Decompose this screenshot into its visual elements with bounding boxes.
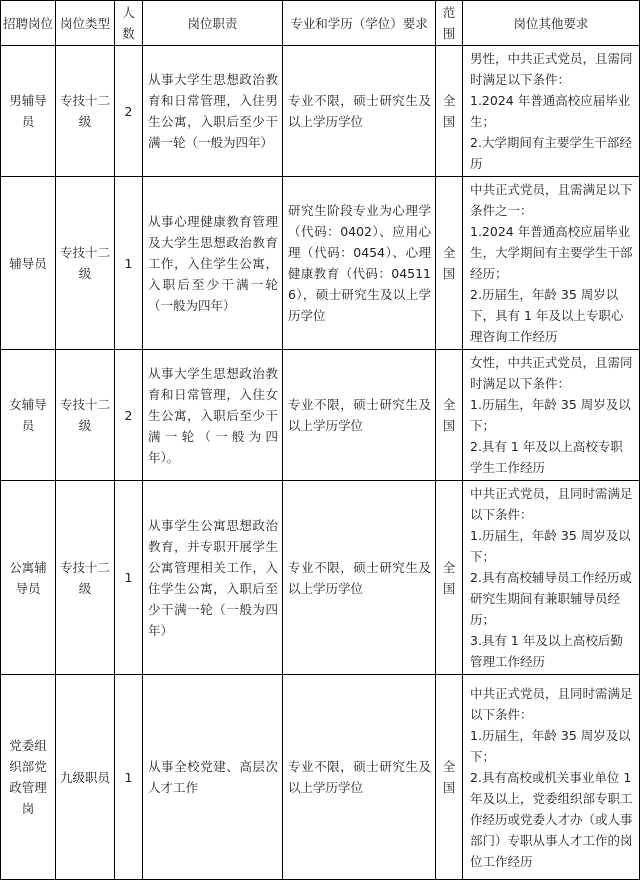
count-cell: 2 [115, 46, 143, 177]
header-row [1, 1, 640, 46]
duty-cell: 从事全校党建、高层次人才工作 [143, 675, 283, 880]
header-duty: 岗位职责 [143, 1, 283, 46]
other-line: 1.历届生，年龄 35 周岁及以下； [470, 397, 631, 433]
table-row [1, 177, 640, 350]
count-cell: 1 [115, 675, 143, 880]
count-cell: 1 [115, 481, 143, 675]
type-cell: 专技十二级 [56, 350, 115, 481]
header-major: 专业和学历（学位）要求 [283, 1, 436, 46]
header-other: 岗位其他要求 [463, 1, 640, 46]
other-cell [463, 177, 640, 350]
major-cell: 专业不限，硕士研究生及以上学历学位 [283, 46, 436, 177]
duty-cell: 从事大学生思想政治教育和日常管理，入住男生公寓，入职后至少干满一轮（一般为四年） [143, 46, 283, 177]
other-line: 中共正式党员，且同时需满足以下条件： [470, 486, 633, 522]
other-line: 2.具有 1 年及以上高校专职学生工作经历 [470, 439, 623, 475]
other-line: 男性，中共正式党员，且需同时满足以下条件： [470, 51, 633, 87]
post-cell: 女辅导员 [1, 350, 56, 481]
post-cell: 辅导员 [1, 177, 56, 350]
other-line: 1.2024 年普通高校应届毕业生； [470, 93, 631, 129]
other-line: 1.历届生，年龄 35 周岁及以下； [470, 727, 631, 764]
type-cell: 九级职员 [56, 675, 115, 880]
duty-cell: 从事心理健康教育管理及大学生思想政治教育工作，入住学生公寓，入职后至少干满一轮（一般为四年） [143, 177, 283, 350]
duty-cell: 从事学生公寓思想政治教育，并专职开展学生公寓管理相关工作，入住学生公寓，入职后至少干满一轮（一般为四年） [143, 481, 283, 675]
header-post: 招聘岗位 [1, 1, 56, 46]
scope-cell: 全国 [436, 177, 463, 350]
other-line: 2.具有高校或机关事业单位 1 年及以上，党委组织部专职工作经历或党委人才办（或人事部门）专职从事人才工作的岗位工作经历 [470, 769, 633, 869]
post-cell: 公寓辅导员 [1, 481, 56, 675]
header-scope: 范围 [436, 1, 463, 46]
type-cell: 专技十二级 [56, 46, 115, 177]
major-cell: 专业不限，硕士研究生及以上学历学位 [283, 350, 436, 481]
major-cell: 研究生阶段专业为心理学（代码：0402）、应用心理（代码：0454）、心理健康教育（代码：045116），硕士研究生及以上学历学位 [283, 177, 436, 350]
other-cell [463, 675, 640, 880]
other-cell [463, 46, 640, 177]
other-cell [463, 350, 640, 481]
table-row [1, 46, 640, 177]
post-cell: 党委组织部党政管理岗 [1, 675, 56, 880]
count-cell: 1 [115, 177, 143, 350]
count-cell: 2 [115, 350, 143, 481]
type-cell: 专技十二级 [56, 481, 115, 675]
header-count: 人数 [115, 1, 143, 46]
table-row [1, 350, 640, 481]
major-cell: 专业不限，硕士研究生及以上学历学位 [283, 481, 436, 675]
scope-cell: 全国 [436, 46, 463, 177]
post-cell: 男辅导员 [1, 46, 56, 177]
other-line: 1.2024 年普通高校应届毕业生，大学期间有主要学生干部经历； [470, 224, 633, 281]
other-line: 2.大学期间有主要学生干部经历 [470, 135, 632, 171]
scope-cell: 全国 [436, 350, 463, 481]
other-line: 1.历届生，年龄 35 周岁及以下； [470, 528, 631, 564]
major-cell: 专业不限，硕士研究生及以上学历学位 [283, 675, 436, 880]
other-line: 2.具有高校辅导员工作经历或研究生期间有兼职辅导员经历； [470, 570, 632, 627]
other-line: 中共正式党员，且需满足以下条件之一： [470, 182, 633, 218]
other-line: 女性，中共正式党员，且需同时满足以下条件： [470, 355, 633, 391]
table-row [1, 675, 640, 880]
scope-cell: 全国 [436, 675, 463, 880]
duty-cell: 从事大学生思想政治教育和日常管理，入住女生公寓，入职后至少干满一轮（一般为四年）。 [143, 350, 283, 481]
other-line: 3.具有 1 年及以上高校后勤管理工作经历 [470, 633, 623, 669]
other-line: 中共正式党员，且同时需满足以下条件： [470, 685, 633, 722]
type-cell: 专技十二级 [56, 177, 115, 350]
other-line: 2.历届生，年龄 35 周岁以下，具有 1 年及以上专职心理咨询工作经历 [470, 287, 624, 344]
table-row [1, 481, 640, 675]
other-cell [463, 481, 640, 675]
header-type: 岗位类型 [56, 1, 115, 46]
scope-cell: 全国 [436, 481, 463, 675]
